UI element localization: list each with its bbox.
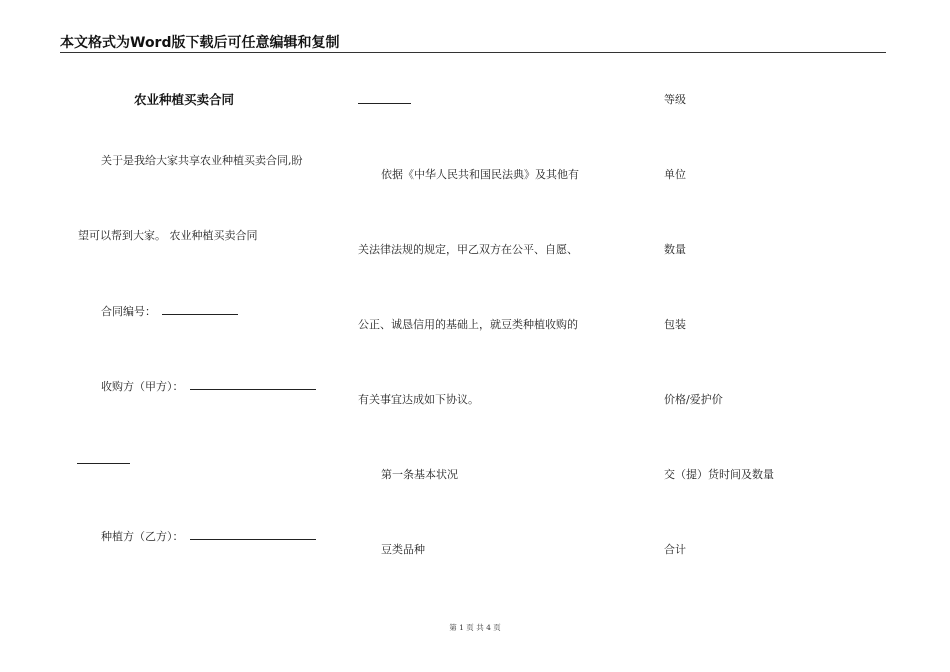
item-packaging: 包装 bbox=[664, 318, 686, 331]
paragraph-line-1: 依据《中华人民共和国民法典》及其他有 bbox=[381, 168, 579, 181]
contract-number-row bbox=[101, 304, 238, 319]
document-title: 农业种植买卖合同 bbox=[134, 92, 235, 107]
item-unit: 单位 bbox=[664, 168, 686, 181]
grower-label: 种植方（乙方）： bbox=[101, 530, 184, 543]
item-grade: 等级 bbox=[664, 93, 686, 106]
item-price: 价格/爱护价 bbox=[664, 393, 723, 406]
intro-line-1: 关于是我给大家共享农业种植买卖合同,盼 bbox=[101, 154, 303, 167]
page-number: 第 1 页 共 4 页 bbox=[449, 623, 501, 632]
item-quantity: 数量 bbox=[664, 243, 686, 256]
grower-row bbox=[101, 529, 316, 544]
buyer-blank-continuation bbox=[77, 463, 130, 464]
buyer-row bbox=[101, 379, 316, 394]
paragraph-line-3: 公正、诚恳信用的基础上，就豆类种植收购的 bbox=[358, 318, 578, 331]
contract-number-blank bbox=[162, 304, 238, 315]
intro-line-2: 望可以帮到大家。 农业种植买卖合同 bbox=[78, 229, 258, 242]
grower-blank-continuation bbox=[358, 103, 411, 104]
item-bean-variety: 豆类品种 bbox=[381, 543, 425, 556]
clause-1-heading: 第一条基本状况 bbox=[381, 468, 458, 481]
item-total: 合计 bbox=[664, 543, 686, 556]
document-header: 本文格式为Word版下载后可任意编辑和复制 bbox=[60, 34, 886, 53]
item-delivery-time: 交（提）货时间及数量 bbox=[664, 468, 774, 481]
paragraph-line-4: 有关事宜达成如下协议。 bbox=[358, 393, 479, 406]
paragraph-line-2: 关法律法规的规定，甲乙双方在公平、自愿、 bbox=[358, 243, 578, 256]
buyer-blank bbox=[190, 379, 316, 390]
contract-number-label: 合同编号： bbox=[101, 305, 156, 318]
grower-blank bbox=[190, 529, 316, 540]
buyer-label: 收购方（甲方）： bbox=[101, 380, 184, 393]
